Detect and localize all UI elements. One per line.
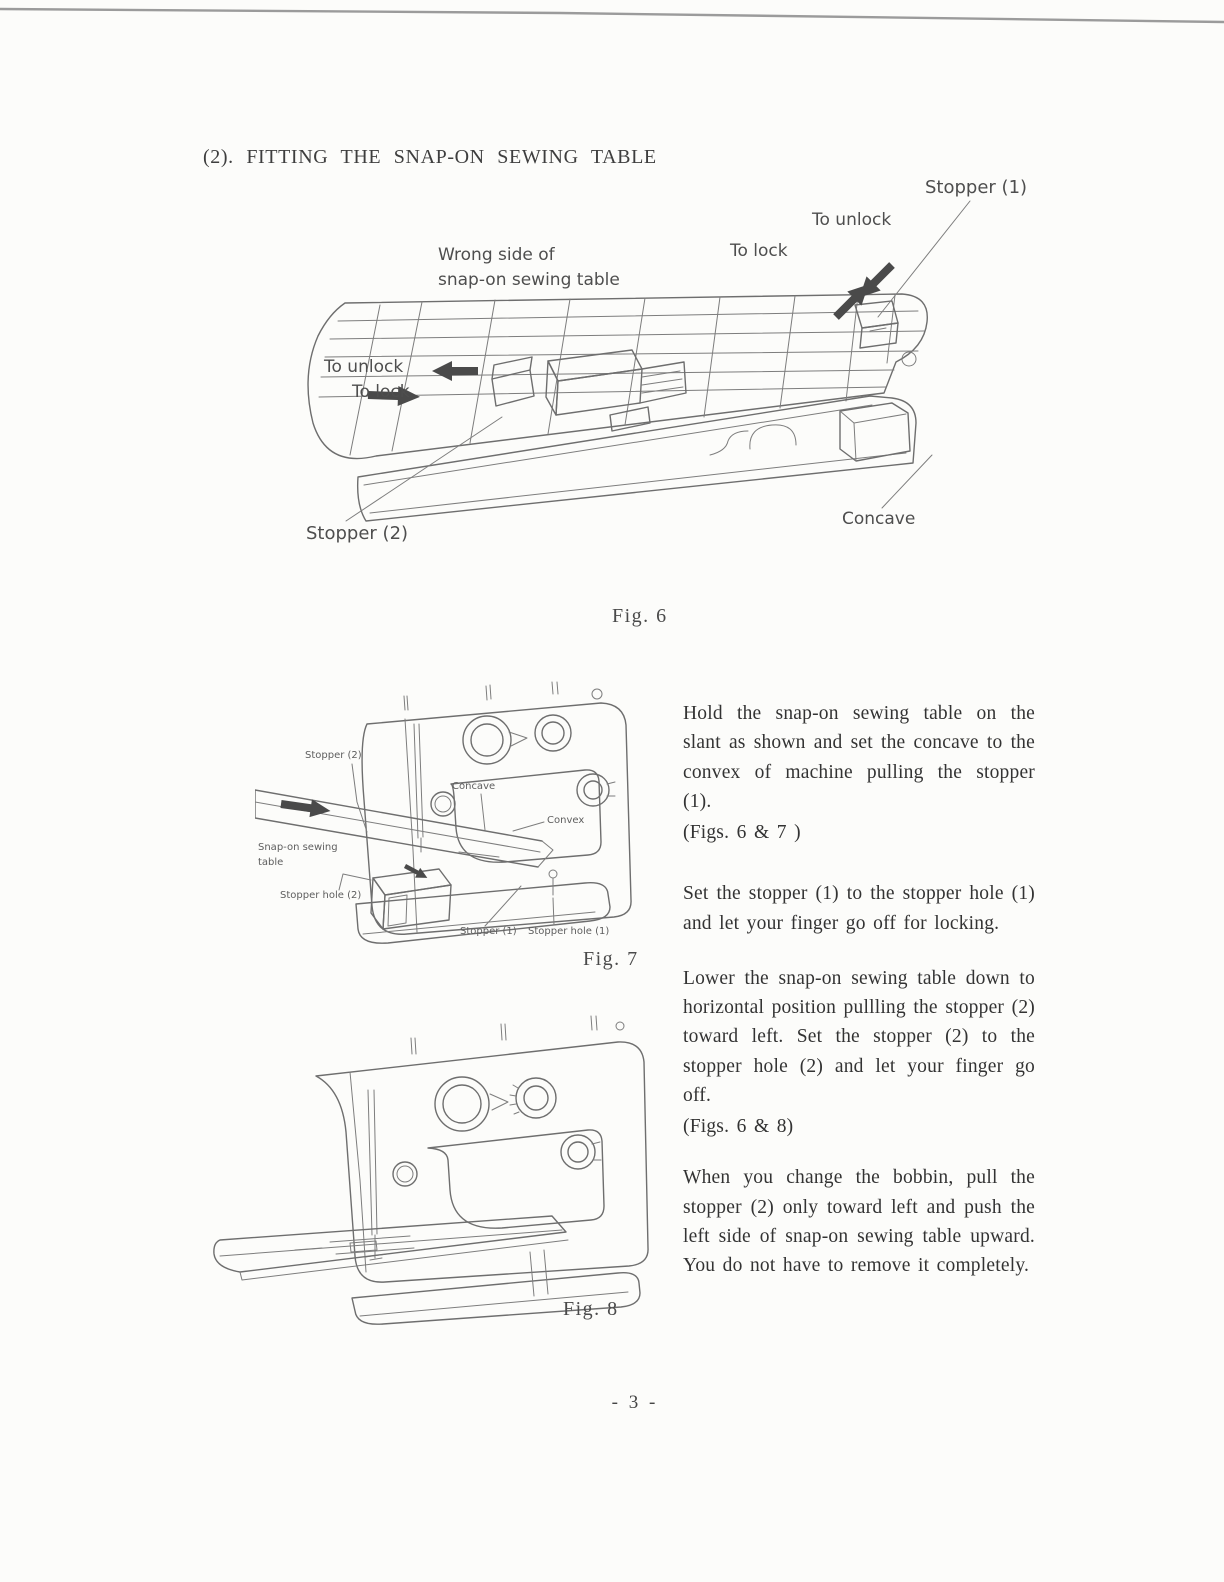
fig6-label-wrong-side-line2: snap-on sewing table — [438, 269, 620, 290]
paragraph-1: Hold the snap-on sewing table on the slant as shown and set the concave to the convex of machine pulling the stopper (1). — [683, 703, 1035, 812]
fig8-caption: Fig. 8 — [563, 1298, 619, 1320]
instruction-text — [683, 699, 1035, 1280]
figure-7 — [255, 680, 675, 990]
fig7-drawing — [255, 680, 675, 990]
fig6-label-to-lock-left: To lock — [352, 382, 410, 402]
figure-8 — [200, 1010, 670, 1340]
fig6-label-stopper-1: Stopper (1) — [925, 177, 1028, 198]
fig6-label-to-lock-top: To lock — [730, 241, 788, 261]
fig6-label-wrong-side — [438, 243, 620, 292]
page-title: (2). FITTING THE SNAP-ON SEWING TABLE — [203, 146, 657, 168]
scan-artifact-line — [0, 0, 1224, 50]
paragraph-3-figref: (Figs. 6 & 8) — [683, 1116, 794, 1137]
fig7-label-snap-table-1: Snap-on sewing — [258, 842, 338, 853]
fig6-label-to-unlock-top: To unlock — [812, 210, 892, 230]
fig6-label-wrong-side-line1: Wrong side of — [438, 245, 555, 265]
paragraph-3: Lower the snap-on sewing table down to horizontal position pullling the stopper (2) toward left. Set the stopper (2) to the stopper hole (2) and let your finger go off. — [683, 967, 1035, 1106]
fig7-caption: Fig. 7 — [583, 948, 639, 970]
fig7-label-concave: Concave — [452, 781, 496, 792]
paragraph-1-figref: (Figs. 6 & 7 ) — [683, 822, 801, 843]
fig6-label-concave: Concave — [842, 509, 916, 529]
fig7-label-stopper-hole-1: Stopper hole (1) — [528, 926, 610, 937]
unlock-arrow-left-icon — [432, 361, 478, 381]
fig7-label-stopper-1: Stopper (1) — [460, 926, 517, 937]
fig7-label-stopper-hole-2: Stopper hole (2) — [280, 890, 362, 901]
fig6-label-to-unlock-left: To unlock — [324, 357, 404, 377]
page-number: - 3 - — [611, 1392, 659, 1413]
paragraph-2: Set the stopper (1) to the stopper hole (1) and let your finger go off for locking. — [683, 883, 1035, 934]
fig6-caption: Fig. 6 — [612, 605, 668, 627]
stopper-arrow-icon — [402, 861, 430, 883]
fig6-label-stopper-2: Stopper (2) — [306, 523, 409, 544]
fig7-label-snap-table-2: table — [258, 857, 284, 868]
fig8-drawing — [200, 1010, 670, 1340]
figure-6 — [280, 165, 1060, 635]
paragraph-4: When you change the bobbin, pull the stopper (2) only toward left and push the left side of snap-on sewing table upward. You do not have to remove it completely. — [683, 1167, 1035, 1276]
fig7-label-convex: Convex — [547, 815, 585, 826]
fig7-label-stopper-2: Stopper (2) — [305, 750, 362, 761]
